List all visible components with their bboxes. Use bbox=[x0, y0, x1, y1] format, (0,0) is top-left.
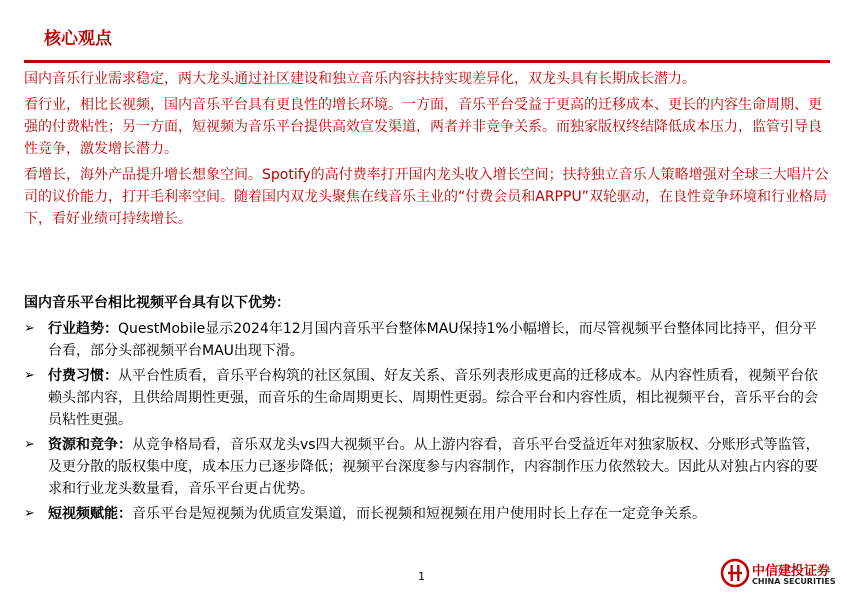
summary-section bbox=[24, 68, 832, 234]
item-text: 从竞争格局看，音乐双龙头vs四大视频平台。从上游内容看，音乐平台受益近年对独家版权、分账形式等监管，及更分散的版权集中度，成本压力已逐步降低；视频平台深度参与内容制作，内容制作压力依然较大。因此从对独占内容的要求和行业龙头数量看，音乐平台更占优势。 bbox=[48, 437, 820, 497]
brand-logo-icon bbox=[720, 558, 750, 588]
list-item bbox=[24, 434, 830, 500]
list-item bbox=[24, 318, 830, 362]
summary-paragraph: 国内音乐行业需求稳定，两大龙头通过社区建设和独立音乐内容扶持实现差异化，双龙头具有长期成长潜力。 bbox=[24, 71, 696, 87]
arrow-bullet-icon: ➢ bbox=[24, 368, 35, 383]
item-lead: 短视频赋能： bbox=[48, 506, 132, 522]
item-lead: 资源和竞争： bbox=[48, 437, 132, 453]
item-text: QuestMobile显示2024年12月国内音乐平台整体MAU保持1%小幅增长，而尽管视频平台整体同比持平，但分平台看，部分头部视频平台MAU出现下滑。 bbox=[48, 321, 817, 359]
brand-name-en: CHINA SECURITIES bbox=[752, 577, 836, 586]
list-item bbox=[24, 503, 830, 525]
page-title: 核心观点 bbox=[44, 29, 112, 49]
title-divider bbox=[24, 60, 830, 63]
brand-logo-block bbox=[720, 558, 836, 590]
arrow-bullet-icon: ➢ bbox=[24, 321, 35, 336]
item-lead: 行业趋势： bbox=[48, 321, 118, 337]
list-item bbox=[24, 365, 830, 431]
page-number: 1 bbox=[418, 570, 425, 583]
item-text: 从平台性质看，音乐平台构筑的社区氛围、好友关系、音乐列表形成更高的迁移成本。从内容性质看，视频平台依赖头部内容，且供给周期性更强，而音乐的生命周期更长、周期性更弱。综合平台和内容性质，相比视频平台，音乐平台的会员粘性更强。 bbox=[48, 368, 818, 428]
advantages-heading: 国内音乐平台相比视频平台具有以下优势： bbox=[24, 295, 290, 311]
advantages-list bbox=[24, 318, 830, 528]
summary-paragraph: 看行业，相比长视频，国内音乐平台具有更良性的增长环境。一方面，音乐平台受益于更高的迁移成本、更长的内容生命周期、更强的付费粘性；另一方面，短视频为音乐平台提供高效宣发渠道，两者并非竞争关系。而独家版权终结降低成本压力，监管引导良性竞争，激发增长潜力。 bbox=[24, 97, 822, 157]
item-lead: 付费习惯： bbox=[48, 368, 118, 384]
brand-name-cn: 中信建投证券 bbox=[752, 564, 831, 579]
item-text: 音乐平台是短视频为优质宣发渠道，而长视频和短视频在用户使用时长上存在一定竞争关系。 bbox=[132, 506, 706, 522]
summary-paragraph: 看增长，海外产品提升增长想象空间。Spotify的高付费率打开国内龙头收入增长空间；扶持独立音乐人策略增强对全球三大唱片公司的议价能力，打开毛利率空间。随着国内双龙头聚焦在线音乐主业的“付费会员和ARPPU”双轮驱动，在良性竞争环境和行业格局下，看好业绩可持续增长。 bbox=[24, 167, 829, 227]
arrow-bullet-icon: ➢ bbox=[24, 437, 35, 452]
arrow-bullet-icon: ➢ bbox=[24, 506, 35, 521]
